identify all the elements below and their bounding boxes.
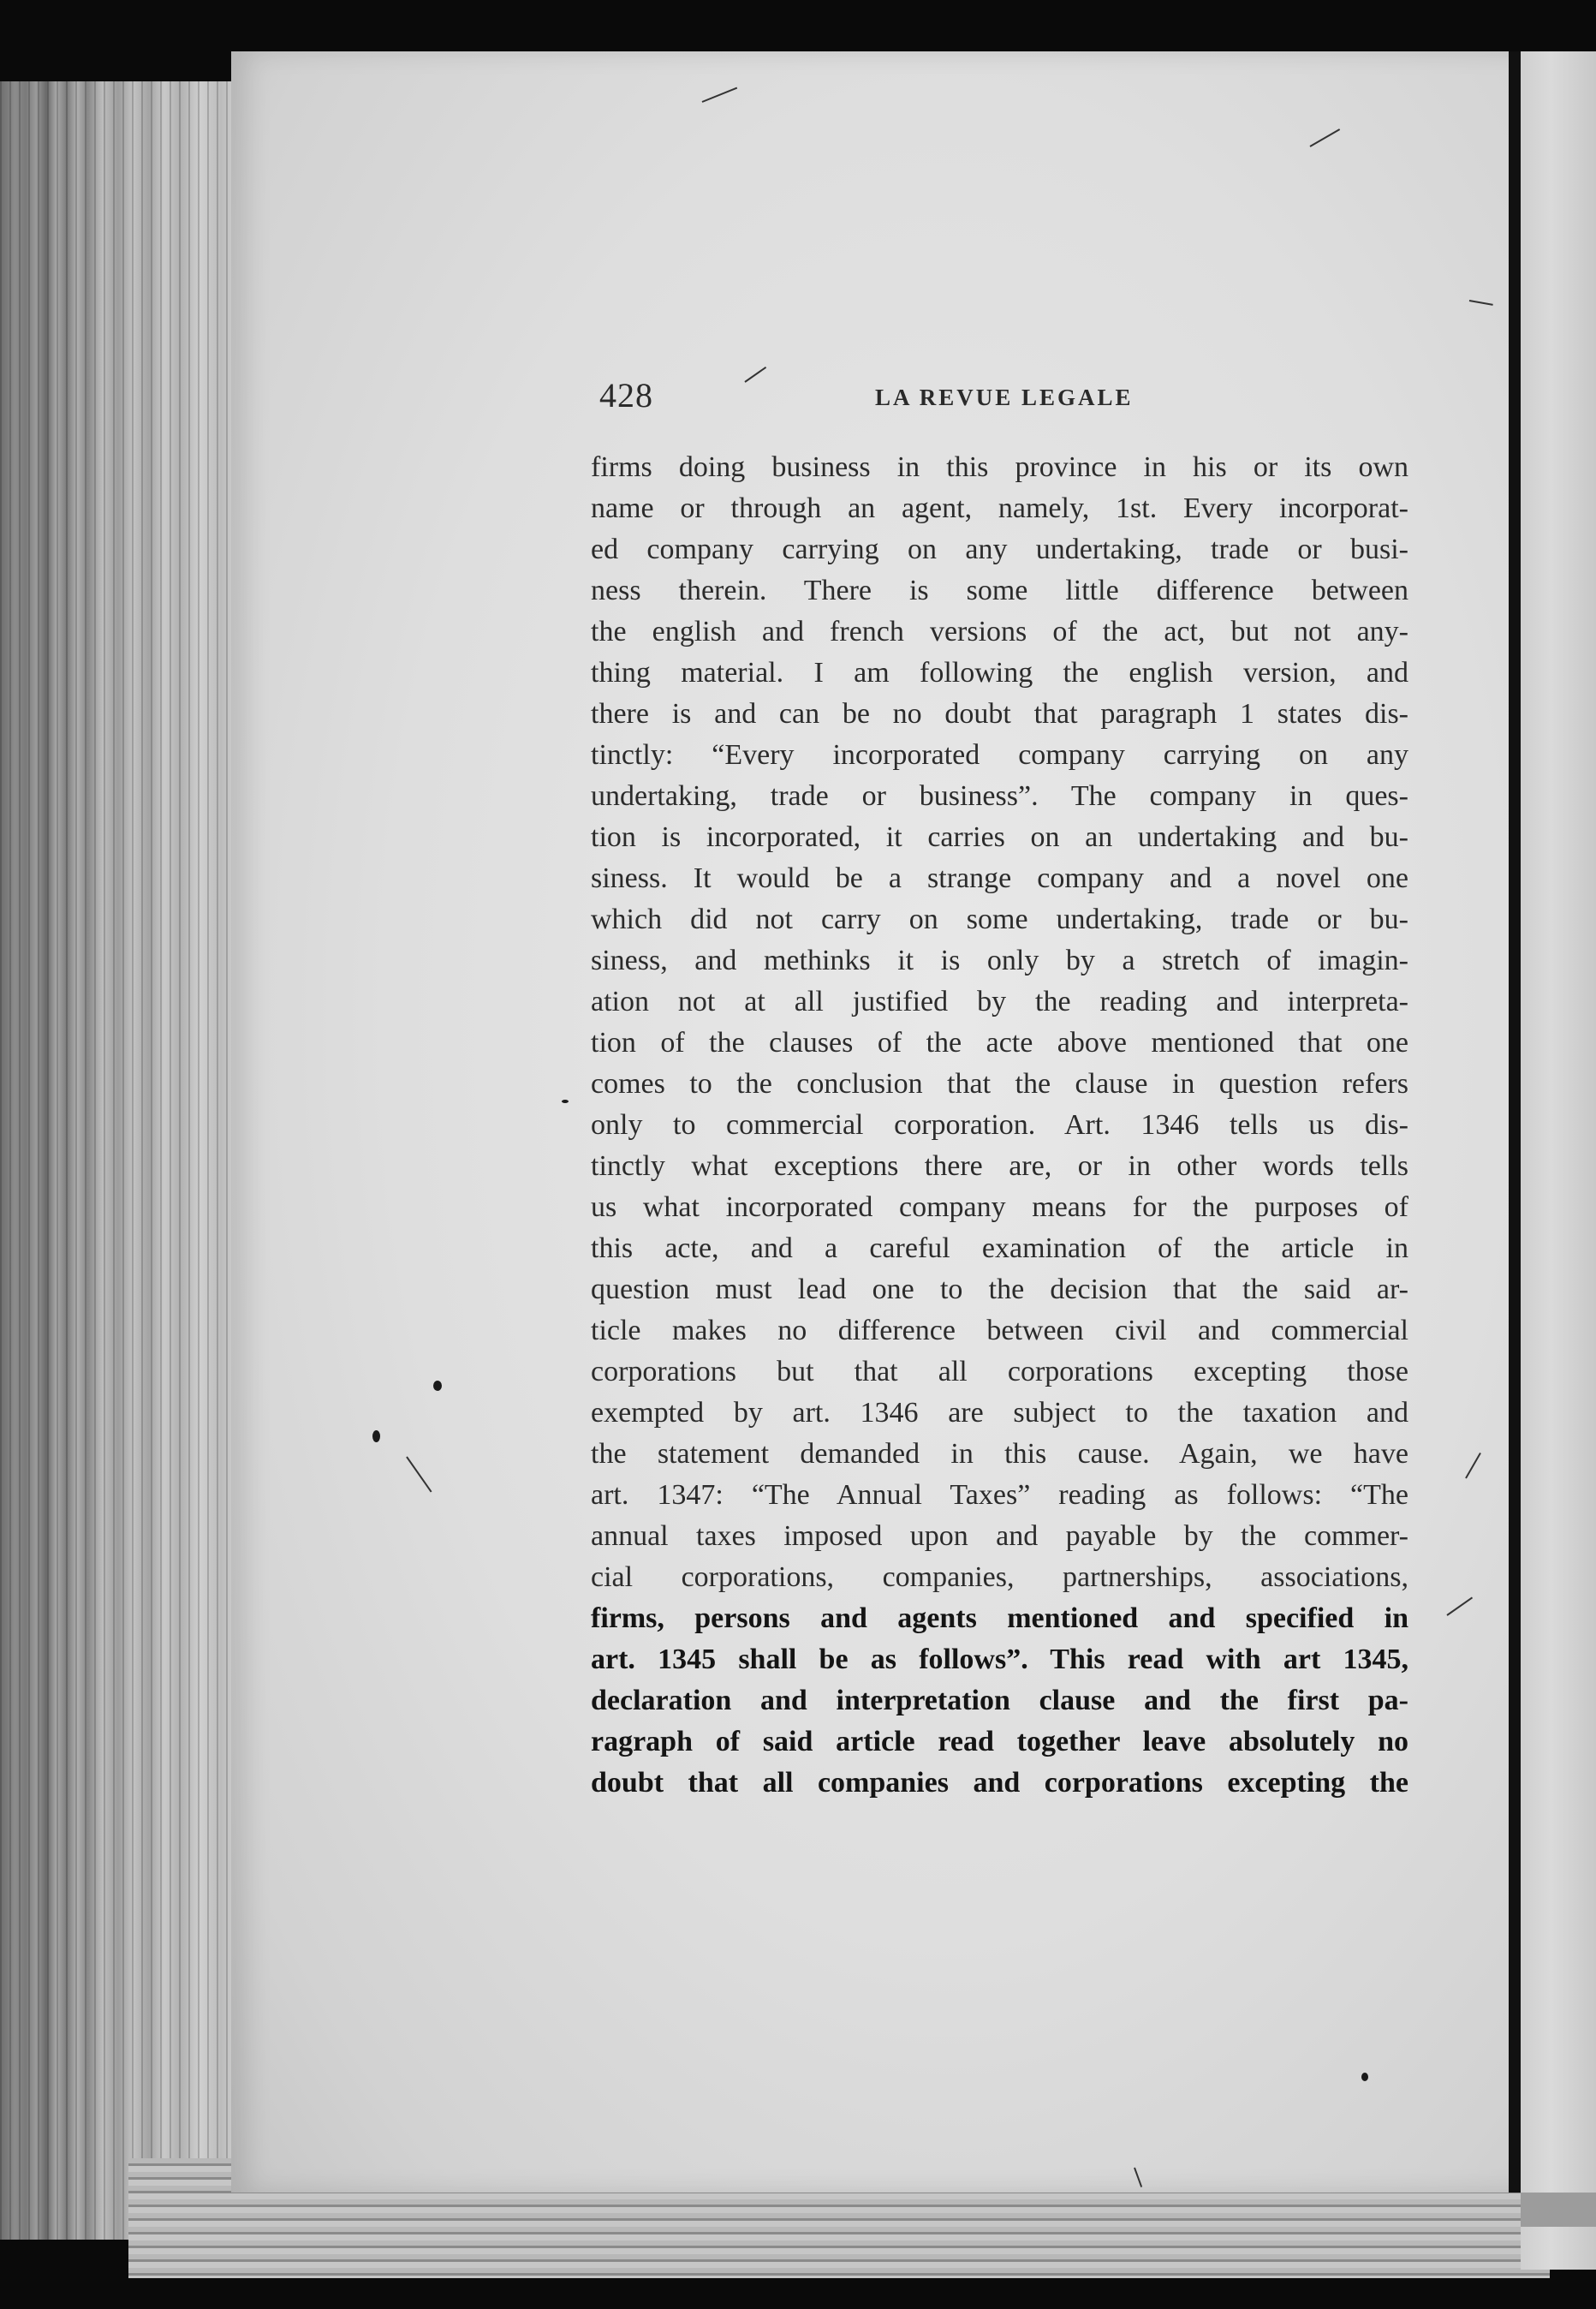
text-line: only to commercial corporation. Art. 1346 tells us dis- xyxy=(591,1109,1408,1141)
text-line: ation not at all justified by the reading and interpreta- xyxy=(591,986,1408,1017)
text-line: tion is incorporated, it carries on an undertaking and bu- xyxy=(591,821,1408,853)
text-line: tinctly what exceptions there are, or in other words tells xyxy=(591,1150,1408,1182)
paper-speck xyxy=(562,1100,569,1103)
text-line: firms doing business in this province in his or its own xyxy=(591,451,1408,483)
text-line: doubt that all companies and corporations excepting the xyxy=(591,1767,1408,1799)
text-line: thing material. I am following the english version, and xyxy=(591,657,1408,689)
paper-speck xyxy=(372,1430,380,1442)
facing-page-edge xyxy=(1521,51,1596,2270)
running-title: LA REVUE LEGALE xyxy=(875,385,1134,410)
text-line: this acte, and a careful examination of the article in xyxy=(591,1232,1408,1264)
paper-speck xyxy=(433,1381,442,1391)
running-header xyxy=(599,375,1370,427)
text-line: the statement demanded in this cause. Again, we have xyxy=(591,1438,1408,1470)
text-line: comes to the conclusion that the clause in question refers xyxy=(591,1068,1408,1100)
text-line: corporations but that all corporations excepting those xyxy=(591,1356,1408,1387)
text-line: firms, persons and agents mentioned and specified in xyxy=(591,1602,1408,1634)
page-number: 428 xyxy=(599,376,653,415)
text-line: art. 1347: “The Annual Taxes” reading as follows: “The xyxy=(591,1479,1408,1511)
body-text xyxy=(591,447,1408,1804)
text-line: annual taxes imposed upon and payable by the commer- xyxy=(591,1520,1408,1552)
text-line: which did not carry on some undertaking, trade or bu- xyxy=(591,904,1408,935)
facing-page-bottom xyxy=(1521,2193,1596,2227)
page-gutter-shadow xyxy=(1509,51,1521,2193)
text-line: art. 1345 shall be as follows”. This read with art 1345, xyxy=(591,1644,1408,1675)
text-line: name or through an agent, namely, 1st. Every incorporat- xyxy=(591,492,1408,524)
text-line: tion of the clauses of the acte above mentioned that one xyxy=(591,1027,1408,1059)
text-line: us what incorporated company means for the purposes of xyxy=(591,1191,1408,1223)
text-line: there is and can be no doubt that paragraph 1 states dis- xyxy=(591,698,1408,730)
text-line: cial corporations, companies, partnerships, associations, xyxy=(591,1561,1408,1593)
text-line: question must lead one to the decision that the said ar- xyxy=(591,1274,1408,1305)
text-line: ed company carrying on any undertaking, trade or busi- xyxy=(591,534,1408,565)
text-line: the english and french versions of the act, but not any- xyxy=(591,616,1408,647)
text-line: siness, and methinks it is only by a stretch of imagin- xyxy=(591,945,1408,976)
text-line: declaration and interpretation clause and the first pa- xyxy=(591,1685,1408,1716)
text-line: ragraph of said article read together leave absolutely no xyxy=(591,1726,1408,1757)
left-page-edges xyxy=(0,81,257,2240)
text-line: siness. It would be a strange company and a novel one xyxy=(591,862,1408,894)
text-line: undertaking, trade or business”. The company in ques- xyxy=(591,780,1408,812)
text-line: ticle makes no difference between civil and commercial xyxy=(591,1315,1408,1346)
text-line: exempted by art. 1346 are subject to the taxation and xyxy=(591,1397,1408,1429)
text-line: tinctly: “Every incorporated company carrying on any xyxy=(591,739,1408,771)
paper-speck xyxy=(1361,2073,1368,2081)
text-line: ness therein. There is some little difference between xyxy=(591,575,1408,606)
